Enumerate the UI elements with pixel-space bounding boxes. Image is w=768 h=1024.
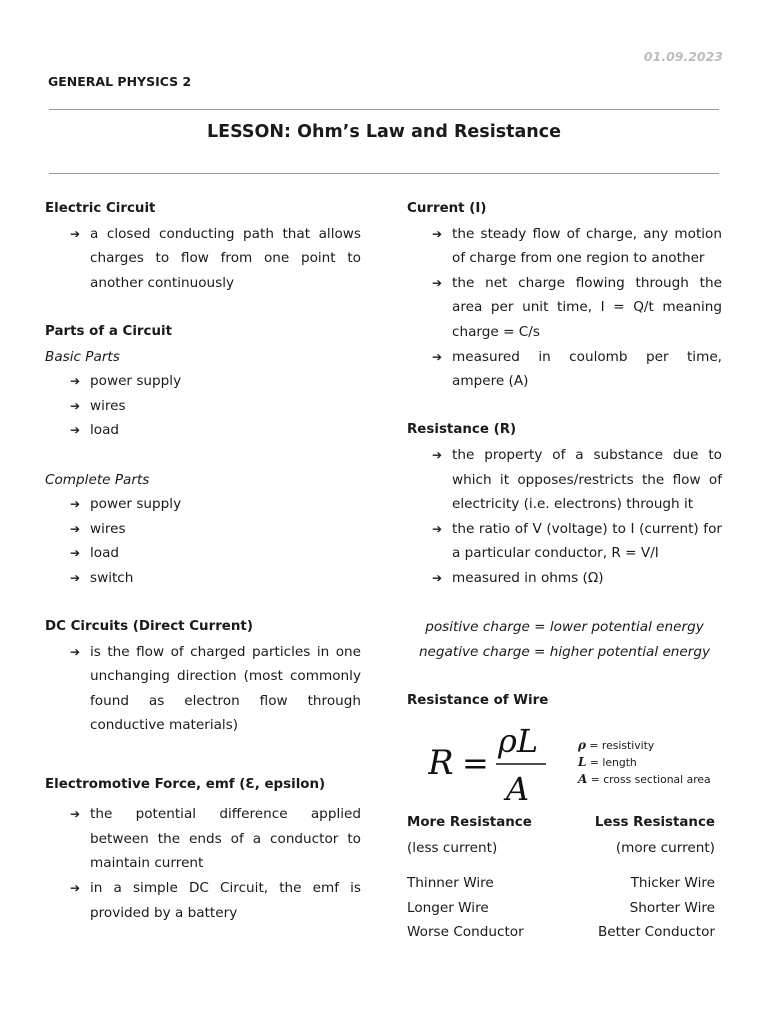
list-item: ➔ power supply [45, 369, 361, 394]
complete-parts-label: Complete Parts [45, 471, 150, 488]
arrow-icon: ➔ [432, 570, 443, 585]
complete-parts-list [45, 492, 361, 590]
resistance-of-wire-heading: Resistance of Wire [407, 692, 549, 708]
list-item: ➔ the net charge flowing through the area per unit time, I = Q/t meaning charge = C/s [407, 271, 722, 345]
list-item: Better Conductor [597, 924, 715, 941]
formula-lhs: R [428, 743, 454, 783]
basic-parts-label: Basic Parts [45, 348, 120, 365]
list-item: ➔ is the flow of charged particles in one unchanging direction (most commonly found as electron flow through conductive materials) [45, 640, 361, 738]
list-item: ➔ measured in ohms (Ω) [407, 566, 722, 591]
more-resistance-sub: (less current) [407, 839, 498, 856]
basic-parts-list [45, 369, 361, 443]
legend-item: L = length [578, 755, 637, 769]
negative-charge-note: negative charge = higher potential energy [418, 643, 711, 660]
arrow-icon: ➔ [70, 644, 81, 659]
formula-numerator: ρL [498, 722, 539, 760]
list-item: ➔ load [45, 418, 361, 443]
list-item: Shorter Wire [629, 899, 715, 916]
less-resistance-heading: Less Resistance [594, 815, 715, 830]
right-column [407, 197, 722, 713]
list-item: ➔ a closed conducting path that allows charges to flow from one point to another continuously [45, 222, 361, 296]
arrow-icon: ➔ [432, 275, 443, 290]
list-item: ➔ wires [45, 517, 361, 542]
formula-legend [578, 737, 711, 788]
electric-circuit-list [45, 222, 361, 296]
list-item: ➔ in a simple DC Circuit, the emf is provided by a battery [45, 876, 361, 925]
page-title: LESSON: Ohm’s Law and Resistance [206, 122, 562, 142]
resistance-list [407, 443, 722, 591]
arrow-icon: ➔ [70, 546, 81, 561]
arrow-icon: ➔ [70, 497, 81, 512]
parts-heading: Parts of a Circuit [45, 323, 172, 339]
dc-circuits-list [45, 640, 361, 738]
arrow-icon: ➔ [70, 226, 81, 241]
left-column [45, 197, 361, 925]
top-divider [49, 109, 719, 110]
arrow-icon: ➔ [432, 349, 443, 364]
arrow-icon: ➔ [70, 570, 81, 585]
current-list [407, 222, 722, 394]
formula-denominator: A [506, 770, 530, 808]
arrow-icon: ➔ [432, 521, 443, 536]
arrow-icon: ➔ [70, 423, 81, 438]
list-item: ➔ the steady flow of charge, any motion of charge from one region to another [407, 222, 722, 271]
resistance-heading: Resistance (R) [407, 422, 517, 438]
list-item: ➔ measured in coulomb per time, ampere (A) [407, 345, 722, 394]
arrow-icon: ➔ [70, 881, 81, 896]
more-resistance-block [407, 811, 577, 945]
list-item: ➔ the property of a substance due to which it opposes/restricts the flow of electricity (i.e. electrons) through it [407, 443, 722, 517]
list-item: ➔ the potential difference applied between the ends of a conductor to maintain current [45, 802, 361, 876]
less-resistance-block [555, 811, 715, 945]
arrow-icon: ➔ [70, 398, 81, 413]
formula-equals: = [462, 744, 489, 782]
electric-circuit-heading: Electric Circuit [45, 201, 156, 216]
course-title: GENERAL PHYSICS 2 [48, 74, 192, 89]
list-item: ➔ switch [45, 566, 361, 591]
list-item: Thinner Wire [407, 875, 494, 892]
arrow-icon: ➔ [432, 226, 443, 241]
resistance-formula [428, 718, 588, 810]
list-item: Longer Wire [407, 899, 489, 916]
positive-charge-note: positive charge = lower potential energy [425, 619, 704, 636]
emf-list [45, 802, 361, 925]
list-item: ➔ load [45, 541, 361, 566]
less-resistance-sub: (more current) [615, 839, 715, 856]
current-heading: Current (I) [407, 201, 487, 216]
list-item: Worse Conductor [407, 924, 524, 941]
dc-circuits-heading: DC Circuits (Direct Current) [45, 619, 253, 635]
list-item: ➔ power supply [45, 492, 361, 517]
list-item: ➔ the ratio of V (voltage) to I (current) for a particular conductor, R = V/I [407, 517, 722, 566]
emf-heading: Electromotive Force, emf (Ɛ, epsilon) [45, 776, 326, 792]
list-item: Thicker Wire [630, 875, 715, 892]
arrow-icon: ➔ [70, 374, 81, 389]
arrow-icon: ➔ [70, 807, 81, 822]
more-resistance-heading: More Resistance [407, 815, 532, 830]
legend-item: ρ = resistivity [578, 738, 655, 752]
arrow-icon: ➔ [70, 521, 81, 536]
legend-item: A = cross sectional area [578, 772, 711, 786]
title-divider [49, 173, 719, 174]
arrow-icon: ➔ [432, 447, 443, 462]
date: 01.09.2023 [643, 49, 723, 64]
list-item: ➔ wires [45, 394, 361, 419]
